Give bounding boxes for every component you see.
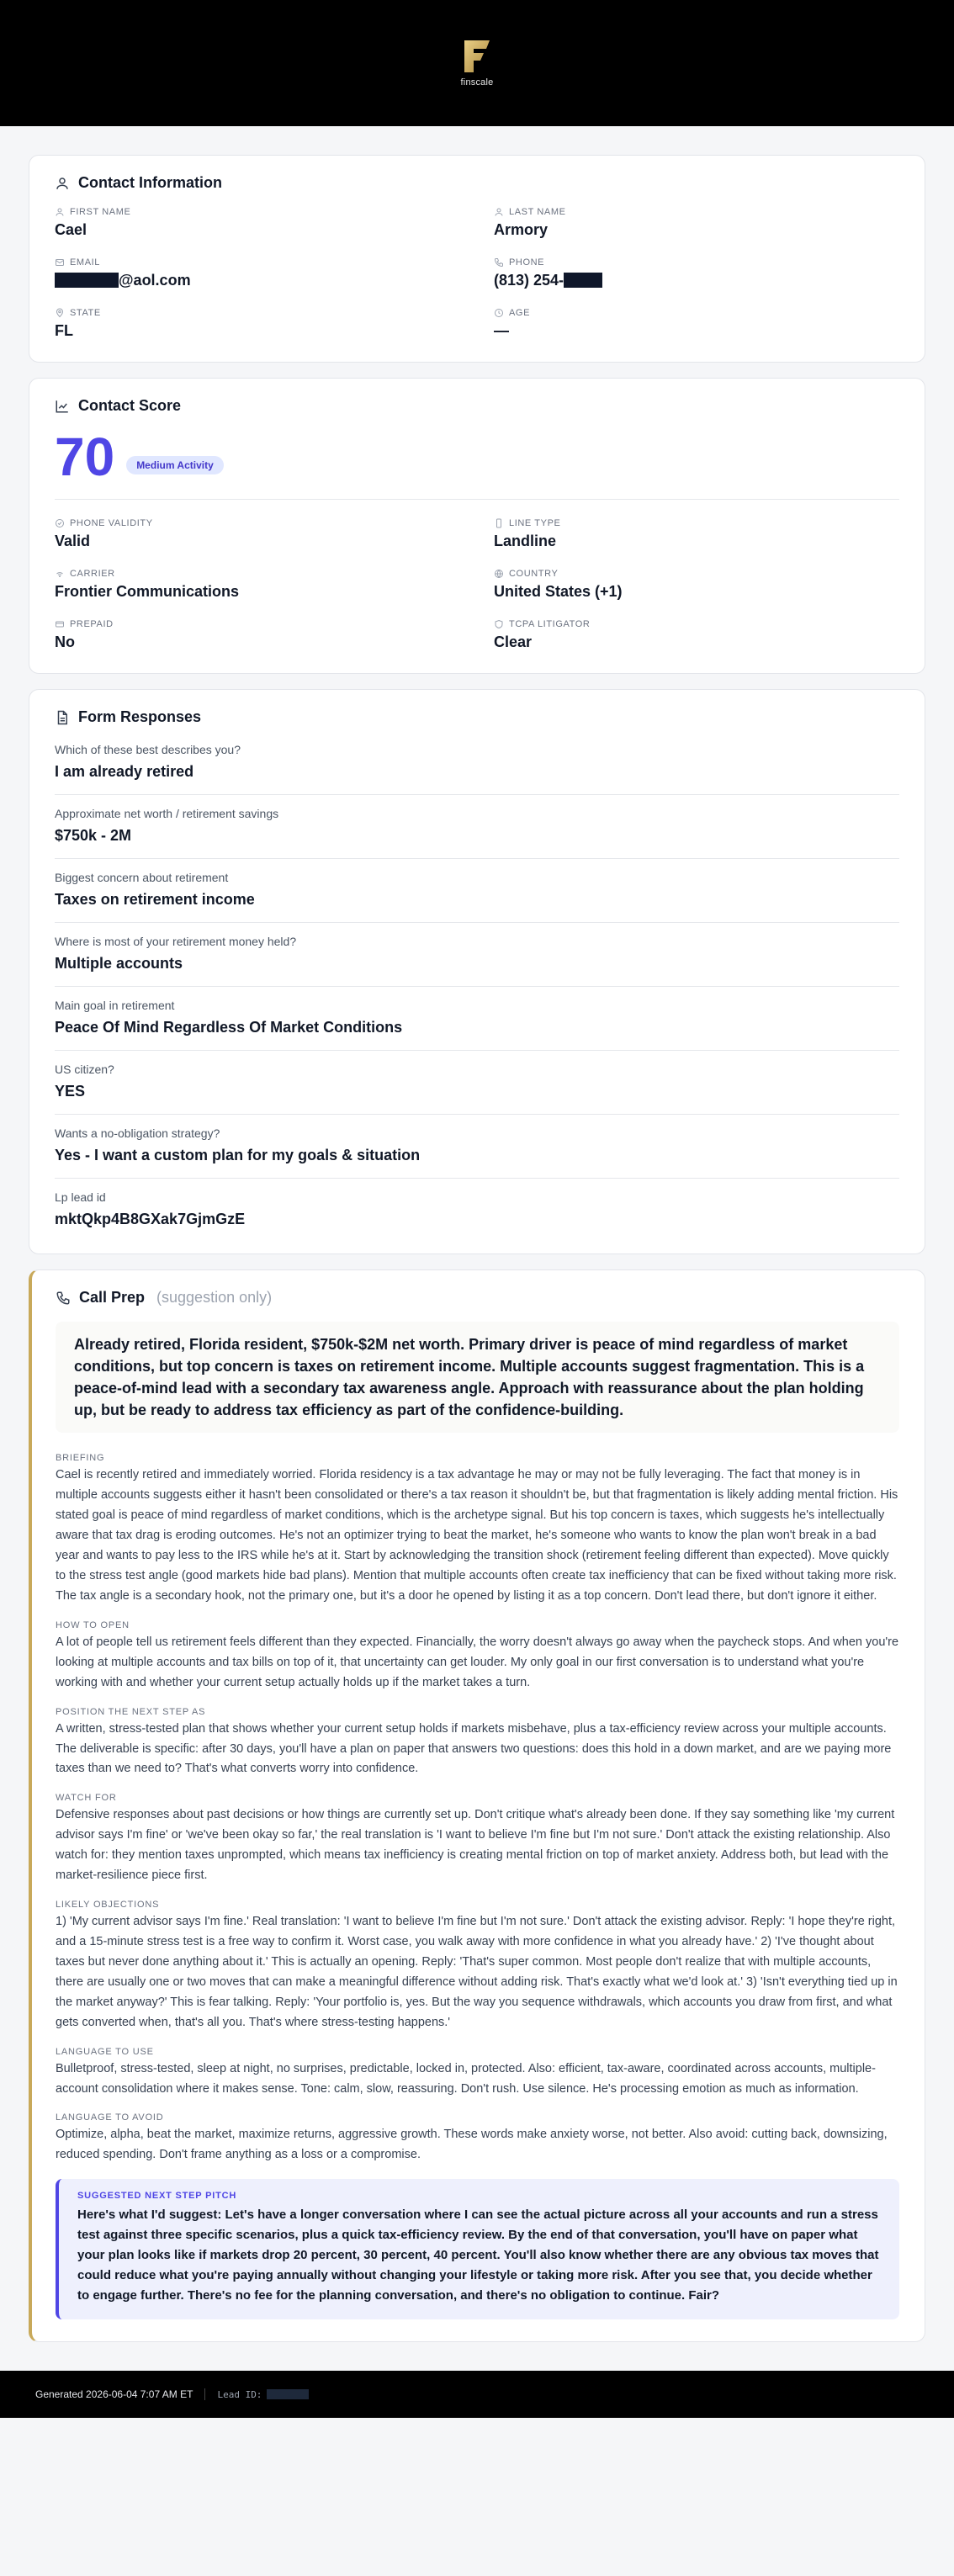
field-last-name: LAST NAME Armory — [494, 207, 899, 239]
redaction-block — [55, 273, 119, 288]
lead-id: Lead ID: — [217, 2389, 309, 2400]
chart-line-icon — [55, 399, 70, 414]
user-icon — [55, 176, 70, 191]
form-response-item: Biggest concern about retirement Taxes on retirement income — [55, 859, 899, 923]
briefing-label: BRIEFING — [56, 1453, 105, 1464]
check-circle-icon — [55, 518, 65, 528]
form-response-item: Lp lead id mktQkp4B8GXak7GjmGzE — [55, 1190, 246, 1227]
redaction-block — [564, 273, 602, 288]
likely-objections-text: 1) 'My current advisor says I'm fine.' Real translation: 'I want to believe I'm fine but I'm not sure.' Don't attack the existing advisor. Reply: 'I hope they're right, and a 15-minute stress test is a free way to confirm it. Worst case, you walk away with more confidence in what you already have.' 2) 'I've thought about taxes but never done anything about it.' This is actually an opening. Reply: 'That's super common. Most people don't realize that with multiple accounts, there are usually one or two moves that can make a meaningful difference without adding risk. That's exactly what we'd look at.' 3) 'Isn't everything tied up in the market anyway?' This is fear talking. Reply: 'Your portfolio is, yes. But the way you sequence withdrawals, which accounts you draw from first, and what gets converted when, that's all you. That's where stress-testing happens.' — [56, 1915, 898, 2029]
user-icon — [55, 207, 65, 217]
user-icon — [494, 207, 504, 217]
activity-badge: Medium Activity — [126, 456, 224, 474]
position-next-step-label: POSITION THE NEXT STEP AS — [56, 1706, 206, 1717]
phone-icon — [56, 1291, 71, 1306]
field-line-type: LINE TYPE Landline — [494, 518, 561, 549]
map-pin-icon — [55, 308, 65, 318]
last-name-value: Armory — [494, 221, 549, 238]
shield-icon — [494, 619, 504, 629]
redaction-block — [267, 2389, 309, 2399]
field-email: EMAIL @aol.com — [55, 257, 460, 289]
field-first-name: FIRST NAME Cael — [55, 207, 460, 239]
position-next-step-text: A written, stress-tested plan that shows whether your current setup holds if markets misbehave, plus a tax-efficiency review across your multiple accounts. The deliverable is specific: after 30 days, you'll have a plan on paper that answers two questions: does this hold in a down market, and are we paying more taxes than we need to? That's what converts worry into confidence. — [56, 1721, 892, 1776]
how-to-open-label: HOW TO OPEN — [56, 1619, 130, 1630]
field-prepaid: PREPAID No — [55, 619, 114, 650]
language-to-use-text: Bulletproof, stress-tested, sleep at night, no surprises, predictable, locked in, protected. Also: efficient, tax-aware, coordinated across accounts, multiple-account consolidation where it makes sense. Tone: calm, slow, reassuring. Don't rush. Use silence. He's processing emotion as much as information. — [56, 2061, 876, 2096]
brand-logo — [461, 39, 494, 87]
form-response-item: Wants a no-obligation strategy? Yes - I want a custom plan for my goals & situation — [55, 1115, 899, 1179]
form-response-item: US citizen? YES — [55, 1051, 899, 1115]
clock-icon — [494, 308, 504, 318]
device-icon — [494, 518, 504, 528]
first-name-value: Cael — [55, 221, 87, 238]
score-row — [55, 427, 899, 500]
field-phone-validity: PHONE VALIDITY Valid — [55, 518, 153, 549]
field-age: AGE — — [494, 308, 899, 340]
watch-for-text: Defensive responses about past decisions or how things are currently set up. Don't critique what's already been done. If they say something like 'my current advisor says I'm fine' or 'we've been okay so far,' the real translation is 'I want to believe I'm fine but I'm not sure.' Don't attack the existing relationship. Also watch for: they mention taxes unprompted, which means tax inefficiency is creating mental friction on top of market anxiety. Address both, but lead with the market-resilience piece first. — [56, 1808, 895, 1883]
contact-info-title: Contact Information — [55, 174, 899, 192]
contact-score-title: Contact Score — [55, 397, 899, 415]
globe-icon — [494, 569, 504, 579]
suggestion-note: (suggestion only) — [156, 1289, 273, 1306]
finscale-logo-icon — [461, 39, 493, 74]
pitch-label: SUGGESTED NEXT STEP PITCH — [77, 2191, 237, 2202]
how-to-open-text: A lot of people tell us retirement feels different than they expected. Financially, the worry doesn't always go away when the paycheck stops. And when you're looking at multiple accounts and tax bills on top of it, that uncertainty can get louder. My only goal in our first conversation is to understand what you're working with and whether your current setup actually holds up if the market takes a turn. — [56, 1635, 899, 1689]
language-to-avoid-label: LANGUAGE TO AVOID — [56, 2112, 164, 2123]
phone-icon — [494, 257, 504, 268]
score-value: 70 — [55, 427, 115, 487]
footer-divider — [204, 2388, 205, 2400]
generated-timestamp: Generated 2026-06-04 7:07 AM ET — [35, 2388, 193, 2401]
language-to-use-label: LANGUAGE TO USE — [56, 2046, 154, 2057]
form-responses-card — [29, 689, 925, 1254]
brand-name: finscale — [460, 77, 494, 87]
watch-for-label: WATCH FOR — [56, 1793, 117, 1804]
contact-info-card — [29, 155, 925, 363]
email-value: @aol.com — [55, 272, 460, 289]
form-response-item: Where is most of your retirement money held? Multiple accounts — [55, 923, 899, 987]
form-response-item: Approximate net worth / retirement savings $750k - 2M — [55, 795, 899, 859]
form-response-item: Which of these best describes you? I am already retired — [55, 731, 899, 795]
likely-objections-label: LIKELY OBJECTIONS — [56, 1900, 160, 1911]
call-prep-title: Call Prep (suggestion only) — [56, 1289, 899, 1307]
age-value: — — [494, 322, 509, 339]
field-phone: PHONE (813) 254- — [494, 257, 899, 289]
mail-icon — [55, 257, 65, 268]
call-prep-summary: Already retired, Florida resident, $750k-$2M net worth. Primary driver is peace of mind regardless of market conditions, but top concern is taxes on retirement income. Multiple accounts suggest fragmentation. This is a peace-of-mind lead with a secondary tax awareness angle. Approach with reassurance about the plan holding up, but be ready to address tax efficiency as part of the confidence-building. — [56, 1322, 899, 1433]
field-carrier: CARRIER Frontier Communications — [55, 569, 240, 600]
pitch-text: Here's what I'd suggest: Let's have a longer conversation where I can see the actual picture across all your accounts and run a stress test against three specific scenarios, plus a quick tax-efficiency review. By the end of that conversation, you'll have on paper what your plan looks like if markets drop 20 percent, 30 percent, 40 percent. You'll also know whether there are any obvious tax moves that could reduce what you're paying annually without changing your lifestyle or taking more risk. After you see that, you decide whether to engage further. There's no fee for the planning conversation, and there's no obligation to continue. Fair? — [77, 2208, 879, 2303]
next-step-pitch — [56, 2179, 899, 2319]
field-country: COUNTRY United States (+1) — [494, 569, 623, 600]
main-content — [0, 126, 954, 2342]
field-state: STATE FL — [55, 308, 460, 340]
form-response-item: Main goal in retirement Peace Of Mind Regardless Of Market Conditions — [55, 987, 899, 1051]
phone-value: (813) 254- — [494, 272, 899, 289]
form-responses-title: Form Responses — [55, 708, 899, 726]
briefing-text: Cael is recently retired and immediately worried. Florida residency is a tax advantage he may or may not be fully leveraging. The fact that money is in multiple accounts suggests either it hasn't been consolidated or there's a tax reason it shouldn't be, but that fragmentation is likely adding mental friction. His stated goal is peace of mind regardless of market conditions, which is the archetype signal. But his top concern is taxes, which suggests he's intellectually aware that tax drag is eroding outcomes. He's not an optimizer trying to beat the market, he's someone who wants to know the plan won't break in a bad year and wants to pay less to the IRS while he's at it. Start by acknowledging the transition shock (retirement feeling different than expected). Move quickly to the stress test angle (good markets hide bad plans). Mention that multiple accounts often create tax inefficiency that can be fixed without taking more risk. The tax angle is a secondary hook, not the primary one, but it's a door he opened by listing it as a top concern. Don't lead there, but don't ignore it either. — [56, 1468, 898, 1603]
contact-score-card — [29, 378, 925, 674]
language-to-avoid-text: Optimize, alpha, beat the market, maximize returns, aggressive growth. These words make anxiety worse, not better. Also avoid: cutting back, downsizing, reduced spending. Don't frame anything as a loss or a compromise. — [56, 2128, 888, 2162]
signal-icon — [55, 569, 65, 579]
document-icon — [55, 710, 70, 725]
app-header — [0, 0, 954, 126]
call-prep-card — [29, 1269, 925, 2342]
state-value: FL — [55, 322, 73, 339]
page-footer — [0, 2371, 954, 2418]
field-tcpa: TCPA LITIGATOR Clear — [494, 619, 591, 650]
card-icon — [55, 619, 65, 629]
